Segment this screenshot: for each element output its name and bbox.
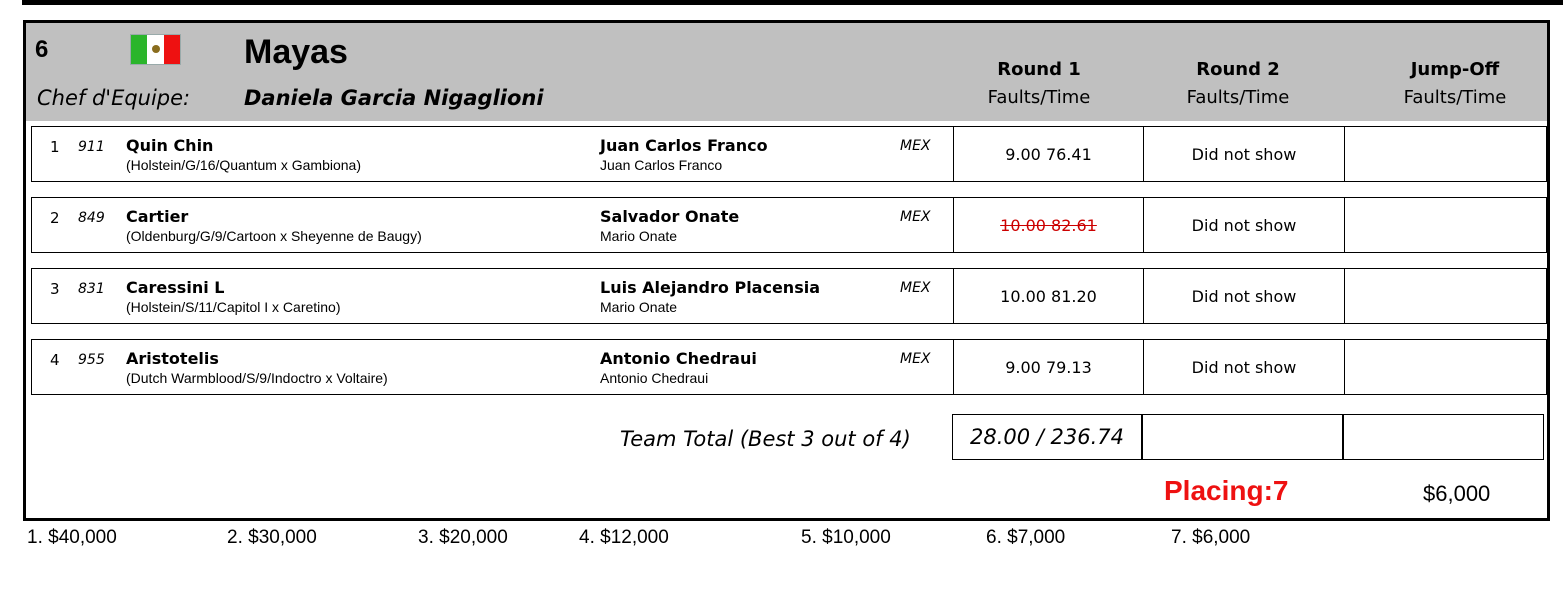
jumpoff-result xyxy=(1344,127,1546,181)
prize-list-item: 4. $12,000 xyxy=(579,527,669,548)
rider-name: Luis Alejandro Placensia xyxy=(600,278,820,297)
owner-name: Juan Carlos Franco xyxy=(600,157,723,173)
horse-name: Cartier xyxy=(126,207,189,226)
round2-value: Did not show xyxy=(1191,144,1297,164)
prize-list-item: 7. $6,000 xyxy=(1171,527,1251,548)
round2-result xyxy=(1143,269,1344,323)
owner-name: Mario Onate xyxy=(600,228,678,244)
column-subtitle: Faults/Time xyxy=(987,87,1091,108)
jumpoff-result xyxy=(1344,340,1546,394)
team-name: Mayas xyxy=(244,33,348,71)
prize-list-item: 6. $7,000 xyxy=(986,527,1066,548)
round2-value: Did not show xyxy=(1191,357,1297,377)
entry-row xyxy=(31,126,1547,182)
round1-value: 10.00 81.20 xyxy=(1000,286,1097,306)
entry-bib: 831 xyxy=(78,281,105,297)
round1-result xyxy=(953,198,1143,252)
prize-list-item: 1. $40,000 xyxy=(27,527,117,548)
owner-name: Mario Onate xyxy=(600,299,678,315)
horse-description: (Holstein/G/16/Quantum x Gambiona) xyxy=(126,157,361,173)
entry-order: 3 xyxy=(50,280,60,298)
round1-value-dropped: 10.00 82.61 xyxy=(1000,215,1097,235)
entry-order: 1 xyxy=(50,138,60,156)
entry-row xyxy=(31,339,1547,395)
round2-value: Did not show xyxy=(1191,215,1297,235)
team-header xyxy=(26,23,1547,121)
round1-result xyxy=(953,127,1143,181)
rider-name: Antonio Chedraui xyxy=(600,349,757,368)
entry-order: 4 xyxy=(50,351,60,369)
entry-row xyxy=(31,268,1547,324)
chef-label: Chef d'Equipe: xyxy=(37,86,191,110)
horse-description: (Dutch Warmblood/S/9/Indoctro x Voltaire) xyxy=(126,370,388,386)
country-code: MEX xyxy=(900,138,931,154)
prize-list-item: 5. $10,000 xyxy=(801,527,891,548)
column-title: Round 2 xyxy=(1196,59,1280,80)
top-rule xyxy=(22,0,1563,5)
round2-result xyxy=(1143,340,1344,394)
horse-name: Caressini L xyxy=(126,278,225,297)
prize-amount: $6,000 xyxy=(1423,481,1491,506)
entry-bib: 849 xyxy=(78,210,105,226)
horse-name: Quin Chin xyxy=(126,136,214,155)
round2-result xyxy=(1143,127,1344,181)
round1-value: 9.00 79.13 xyxy=(1005,357,1092,377)
round1-result xyxy=(953,269,1143,323)
team-card xyxy=(23,20,1550,521)
jumpoff-result xyxy=(1344,269,1546,323)
team-number: 6 xyxy=(35,36,49,63)
prize-list-item: 3. $20,000 xyxy=(418,527,508,548)
round2-result xyxy=(1143,198,1344,252)
mexico-flag-icon xyxy=(130,34,181,65)
entry-order: 2 xyxy=(50,209,60,227)
entry-bib: 911 xyxy=(78,139,105,155)
prize-list-item: 2. $30,000 xyxy=(227,527,317,548)
country-code: MEX xyxy=(900,280,931,296)
column-subtitle: Faults/Time xyxy=(1186,87,1290,108)
team-total-jumpoff xyxy=(1343,414,1544,460)
column-header-jumpoff xyxy=(1360,59,1550,108)
country-code: MEX xyxy=(900,351,931,367)
placing-label: Placing:7 xyxy=(1164,475,1289,506)
rider-name: Juan Carlos Franco xyxy=(600,136,768,155)
round1-result xyxy=(953,340,1143,394)
column-subtitle: Faults/Time xyxy=(1403,87,1507,108)
horse-name: Aristotelis xyxy=(126,349,219,368)
eagle-emblem-icon xyxy=(152,45,160,53)
column-title: Round 1 xyxy=(997,59,1081,80)
owner-name: Antonio Chedraui xyxy=(600,370,709,386)
chef-name: Daniela Garcia Nigaglioni xyxy=(244,86,544,110)
team-total-round2 xyxy=(1142,414,1343,460)
entry-bib: 955 xyxy=(78,352,105,368)
entry-row xyxy=(31,197,1547,253)
team-total-round1-value: 28.00 / 236.74 xyxy=(969,425,1125,449)
column-header-round2 xyxy=(1143,59,1333,108)
country-code: MEX xyxy=(900,209,931,225)
column-title: Jump-Off xyxy=(1410,59,1500,80)
rider-name: Salvador Onate xyxy=(600,207,740,226)
round1-value: 9.00 76.41 xyxy=(1005,144,1092,164)
column-header-round1 xyxy=(944,59,1134,108)
jumpoff-result xyxy=(1344,198,1546,252)
horse-description: (Oldenburg/G/9/Cartoon x Sheyenne de Baugy) xyxy=(126,228,422,244)
round2-value: Did not show xyxy=(1191,286,1297,306)
team-total-label: Team Total (Best 3 out of 4) xyxy=(620,427,911,451)
team-total-round1 xyxy=(952,414,1142,460)
horse-description: (Holstein/S/11/Capitol I x Caretino) xyxy=(126,299,341,315)
